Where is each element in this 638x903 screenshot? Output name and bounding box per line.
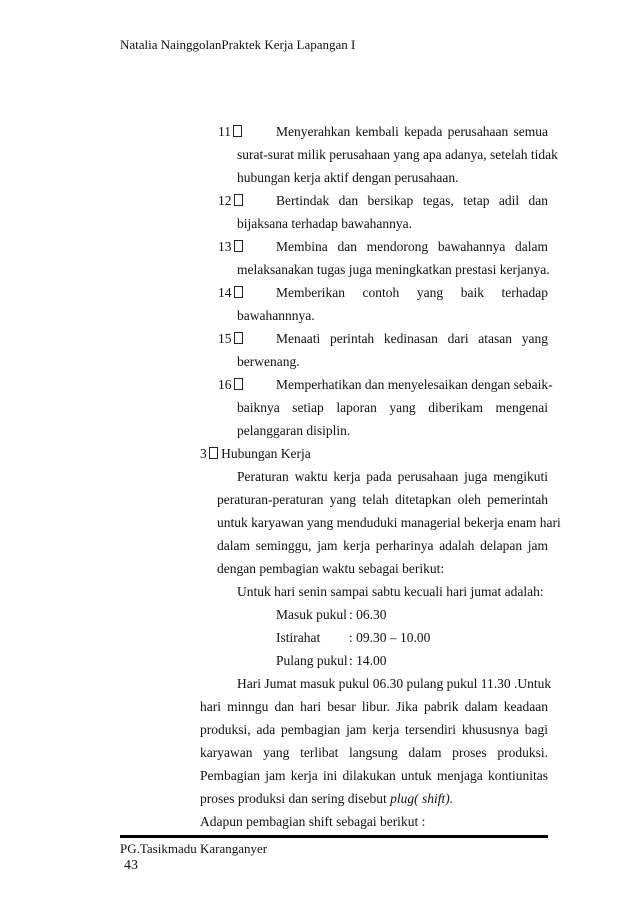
paragraph-line: Peraturan waktu kerja pada perusahaan juga mengikuti: [237, 469, 548, 484]
paragraph-line: hari minngu dan hari besar libur. Jika pabrik dalam keadaan: [200, 699, 548, 714]
paragraph-line: karyawan yang terlibat langsung dalam proses produksi.: [200, 745, 548, 760]
paragraph-line: proses produksi dan sering disebut plug( shift).: [200, 791, 454, 806]
schedule-label: Pulang pukul: [276, 653, 348, 668]
list-item-number: 14: [218, 285, 243, 301]
closing-line: Adapun pembagian shift sebagai berikut :: [200, 814, 426, 829]
list-item-number: 15: [218, 331, 243, 347]
list-item-line: bijaksana terhadap bawahannya.: [237, 216, 413, 231]
paragraph-line: dengan pembagian waktu sebagai berikut:: [217, 561, 445, 576]
paragraph-line: untuk karyawan yang menduduki managerial bekerja enam hari: [217, 515, 561, 530]
running-header: Natalia NainggolanPraktek Kerja Lapangan I: [120, 37, 356, 52]
list-item-title: Memperhatikan dan menyelesaikan dengan sebaik-: [276, 377, 553, 392]
schedule-value: : 09.30 – 10.00: [349, 630, 431, 645]
footer-rule: [120, 835, 548, 838]
paragraph-line: produksi, ada pembagian jam kerja tersendiri khususnya bagi: [200, 722, 548, 737]
list-item-title: Memberikan contoh yang baik terhadap: [276, 285, 548, 300]
list-item-number: 12: [218, 193, 243, 209]
footer-org: PG.Tasikmadu Karanganyer: [120, 841, 268, 856]
list-item-line: berwenang.: [237, 354, 300, 369]
schedule-value: : 14.00: [349, 653, 387, 668]
section-heading: 3 Hubungan Kerja: [200, 446, 311, 461]
list-item-line: baiknya setiap laporan yang diberikam mengenai: [237, 400, 548, 415]
schedule-intro: Untuk hari senin sampai sabtu kecuali hari jumat adalah:: [237, 584, 544, 599]
list-item-line: surat-surat milik perusahaan yang apa adanya, setelah tidak: [237, 147, 558, 162]
page-number: 43: [124, 858, 138, 873]
italic-term: plug( shift).: [390, 791, 454, 806]
list-item-title: Membina dan mendorong bawahannya dalam: [276, 239, 548, 254]
list-item-line: bawahannnya.: [237, 308, 315, 323]
list-item-title: Bertindak dan bersikap tegas, tetap adil dan: [276, 193, 548, 208]
list-item-title: Menyerahkan kembali kepada perusahaan semua: [276, 124, 548, 139]
list-item-number: 16: [218, 377, 243, 393]
list-item-title: Menaati perintah kedinasan dari atasan yang: [276, 331, 548, 346]
schedule-value: : 06.30: [349, 607, 387, 622]
list-item-line: melaksanakan tugas juga meningkatkan prestasi kerjanya.: [237, 262, 550, 277]
paragraph-line: dalam seminggu, jam kerja perharinya adalah delapan jam: [217, 538, 548, 553]
list-item-number: 11: [218, 124, 242, 140]
paragraph-line: peraturan-peraturan yang telah ditetapkan oleh pemerintah: [217, 492, 548, 507]
schedule-label: Istirahat: [276, 630, 321, 645]
list-item-line: hubungan kerja aktif dengan perusahaan.: [237, 170, 459, 185]
schedule-label: Masuk pukul: [276, 607, 347, 622]
paragraph-line: Pembagian jam kerja ini dilakukan untuk menjaga kontiunitas: [200, 768, 548, 783]
list-item-number: 13: [218, 239, 243, 255]
list-item-line: pelanggaran disiplin.: [237, 423, 351, 438]
paragraph-line: Hari Jumat masuk pukul 06.30 pulang pukul 11.30 .Untuk: [237, 676, 552, 691]
